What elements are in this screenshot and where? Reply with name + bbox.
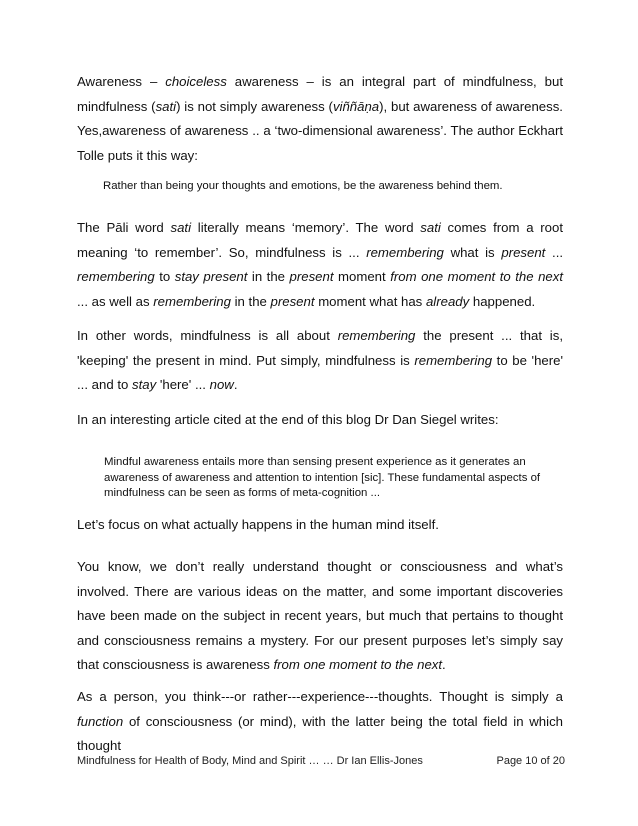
text-run: . <box>442 657 446 672</box>
italic-text: already <box>425 293 470 309</box>
italic-text: remembering <box>77 269 155 284</box>
text-run: . <box>233 377 238 392</box>
italic-text: sati <box>155 98 177 114</box>
italic-text: from one moment to the next <box>273 657 443 672</box>
italic-text: remembering <box>366 244 444 260</box>
paragraph-siegel-intro: In an interesting article cited at the end of this blog Dr Dan Siegel writes: <box>77 412 499 427</box>
text-run: in the <box>230 293 271 309</box>
text-run: the present ... that is, 'keeping' the present in mind. Put simply, mindfulness is <box>77 328 563 368</box>
paragraph-awareness <box>77 70 563 168</box>
text-run: ) is not simply awareness ( <box>176 98 333 114</box>
text-run: what is <box>443 244 502 260</box>
italic-text: stay present <box>174 269 248 284</box>
text-run: As a person, you think---or rather---experience---thoughts. Thought is simply a <box>77 689 563 704</box>
quote-siegel: Mindful awareness entails more than sensing present experience as it generates an awareness of awareness and attention to intention [sic]. These fundamental aspects of mindfulness can be seen as forms of meta-cognition ... <box>104 456 541 499</box>
text-run: moment <box>333 269 391 284</box>
italic-text: remembering <box>414 352 493 368</box>
italic-text: present <box>501 244 546 260</box>
paragraph-other-words <box>77 324 563 398</box>
text-run: In other words, mindfulness is all about <box>77 328 338 343</box>
footer-title: Mindfulness for Health of Body, Mind and Spirit … … Dr Ian Ellis-Jones <box>77 755 423 767</box>
text-run: to be 'here' ... and to <box>77 352 563 392</box>
footer-page-number: Page 10 of 20 <box>496 755 565 767</box>
italic-text: remembering <box>153 293 231 309</box>
italic-text: choiceless <box>165 74 227 89</box>
text-run: comes from a root meaning ‘to remember’. So, mindfulness is ... <box>77 220 563 260</box>
italic-text: now <box>209 377 234 392</box>
italic-text: present <box>270 293 315 309</box>
text-run: in the <box>247 269 290 284</box>
italic-text: sati <box>420 220 441 235</box>
paragraph-focus: Let’s focus on what actually happens in the human mind itself. <box>77 517 439 532</box>
text-run: literally means ‘memory’. The word <box>191 220 421 235</box>
paragraph-person <box>77 685 563 759</box>
italic-text: from one moment to the next <box>390 269 563 284</box>
text-run: to <box>154 269 175 284</box>
italic-text: viññāṇa <box>332 98 380 114</box>
text-run: moment what has <box>314 293 426 309</box>
text-run: Awareness – <box>77 74 166 89</box>
text-run: You know, we don’t really understand thought or consciousness and what’s involved. There are various ideas on the matter, and some important discoveries have been made on the subject in recent years, but much that pertains to thought and consciousness remains a mystery. For our present purposes let’s simply say that consciousness is awareness <box>77 559 563 672</box>
italic-text: present <box>289 269 334 284</box>
text-run: 'here' ... <box>156 377 210 392</box>
text-run: happened. <box>469 293 536 309</box>
italic-text: function <box>77 713 124 729</box>
italic-text: stay <box>132 377 157 392</box>
quote-tolle: Rather than being your thoughts and emotions, be the awareness behind them. <box>103 180 503 192</box>
text-run: of consciousness (or mind), with the latter being the total field in which thought <box>77 713 563 753</box>
text-run: ), but awareness of awareness. Yes,awareness of awareness .. a ‘two-dimensional awareness’. The author Eckhart Tolle puts it this way: <box>77 98 563 163</box>
text-run: ... as well as <box>77 293 154 309</box>
italic-text: remembering <box>337 328 416 343</box>
paragraph-consciousness <box>77 555 563 678</box>
text-run: awareness – is an integral part of mindfulness, but mindfulness ( <box>77 74 563 114</box>
text-run: ... <box>545 244 564 260</box>
italic-text: sati <box>170 220 192 235</box>
paragraph-sati-meaning <box>77 216 563 314</box>
text-run: The Pāli word <box>77 220 171 235</box>
